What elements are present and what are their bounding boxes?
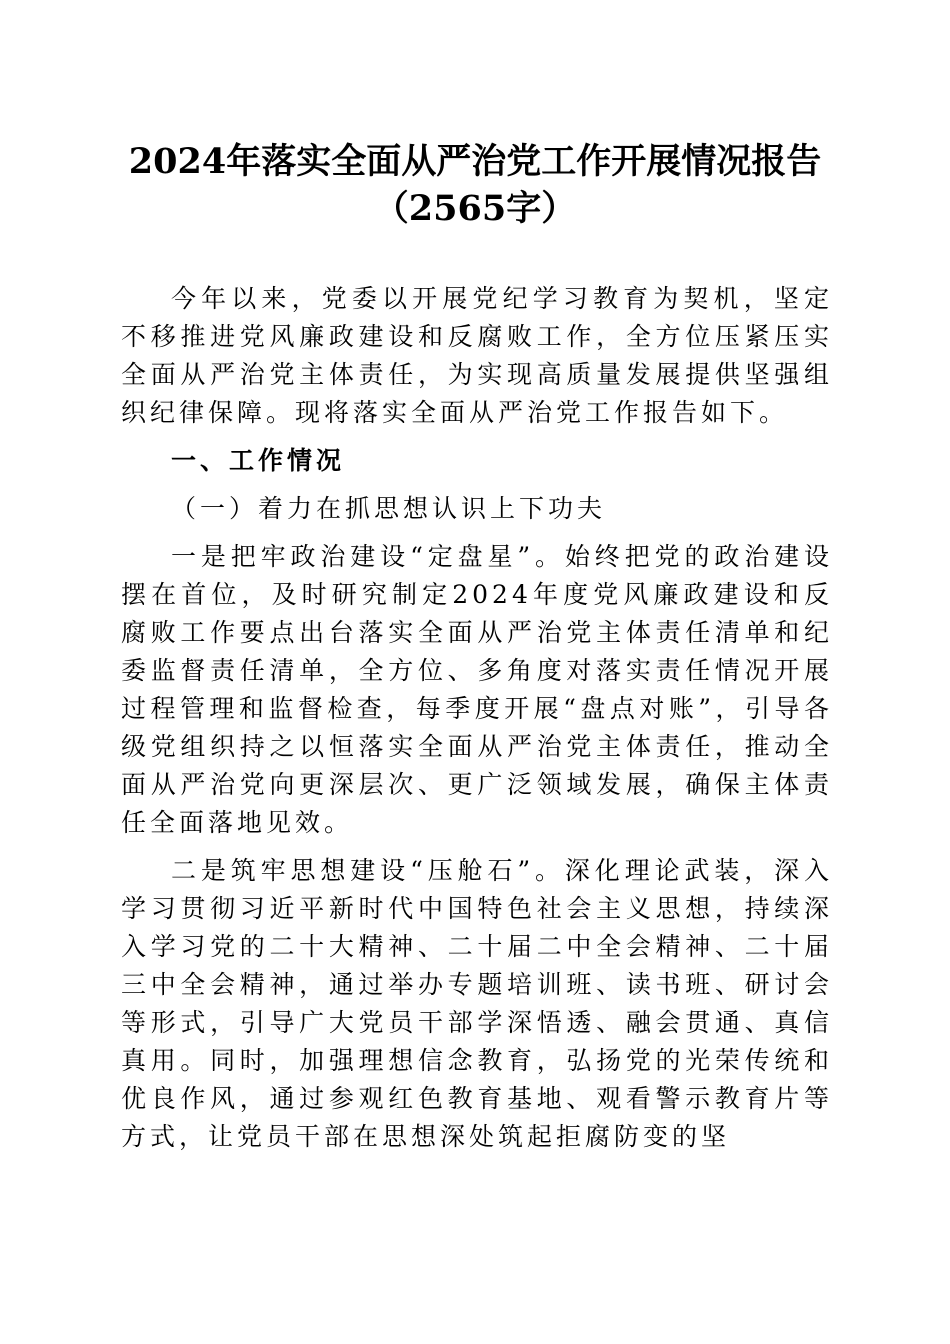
title-line-2: （2565字）	[373, 188, 577, 229]
subsection-heading: （一）着力在抓思想认识上下功夫	[171, 494, 607, 523]
title-line-1: 2024年落实全面从严治党工作开展情况报告	[128, 141, 822, 182]
body-paragraph-1: 一是把牢政治建设“定盘星”。始终把党的政治建设摆在首位，及时研究制定2024年度党风廉政建设和反腐败工作要点出台落实全面从严治党主体责任清单和纪委监督责任清单，全方位、多角度对落实责任情况开展过程管理和监督检查，每季度开展“盘点对账”，引导各级党组织持之以恒落实全面从严治党主体责任，推动全面从严治党向更深层次、更广泛领域发展，确保主体责任全面落地见效。	[121, 542, 833, 837]
body-paragraph-2: 二是筑牢思想建设“压舱石”。深化理论武装，深入学习贯彻习近平新时代中国特色社会主义思想，持续深入学习党的二十大精神、二十届二中全会精神、二十届三中全会精神，通过举办专题培训班、读书班、研讨会等形式，引导广大党员干部学深悟透、融会贯通、真信真用。同时，加强理想信念教育，弘扬党的光荣传统和优良作风，通过参观红色教育基地、观看警示教育片等方式，让党员干部在思想深处筑起拒腐防变的坚	[121, 856, 833, 1151]
document-title	[100, 138, 850, 232]
intro-paragraph: 今年以来，党委以开展党纪学习教育为契机，坚定不移推进党风廉政建设和反腐败工作，全方位压紧压实全面从严治党主体责任，为实现高质量发展提供坚强组织纪律保障。现将落实全面从严治党工作报告如下。	[121, 284, 833, 427]
document-body	[121, 280, 833, 1166]
section-heading: 一、工作情况	[171, 446, 346, 475]
